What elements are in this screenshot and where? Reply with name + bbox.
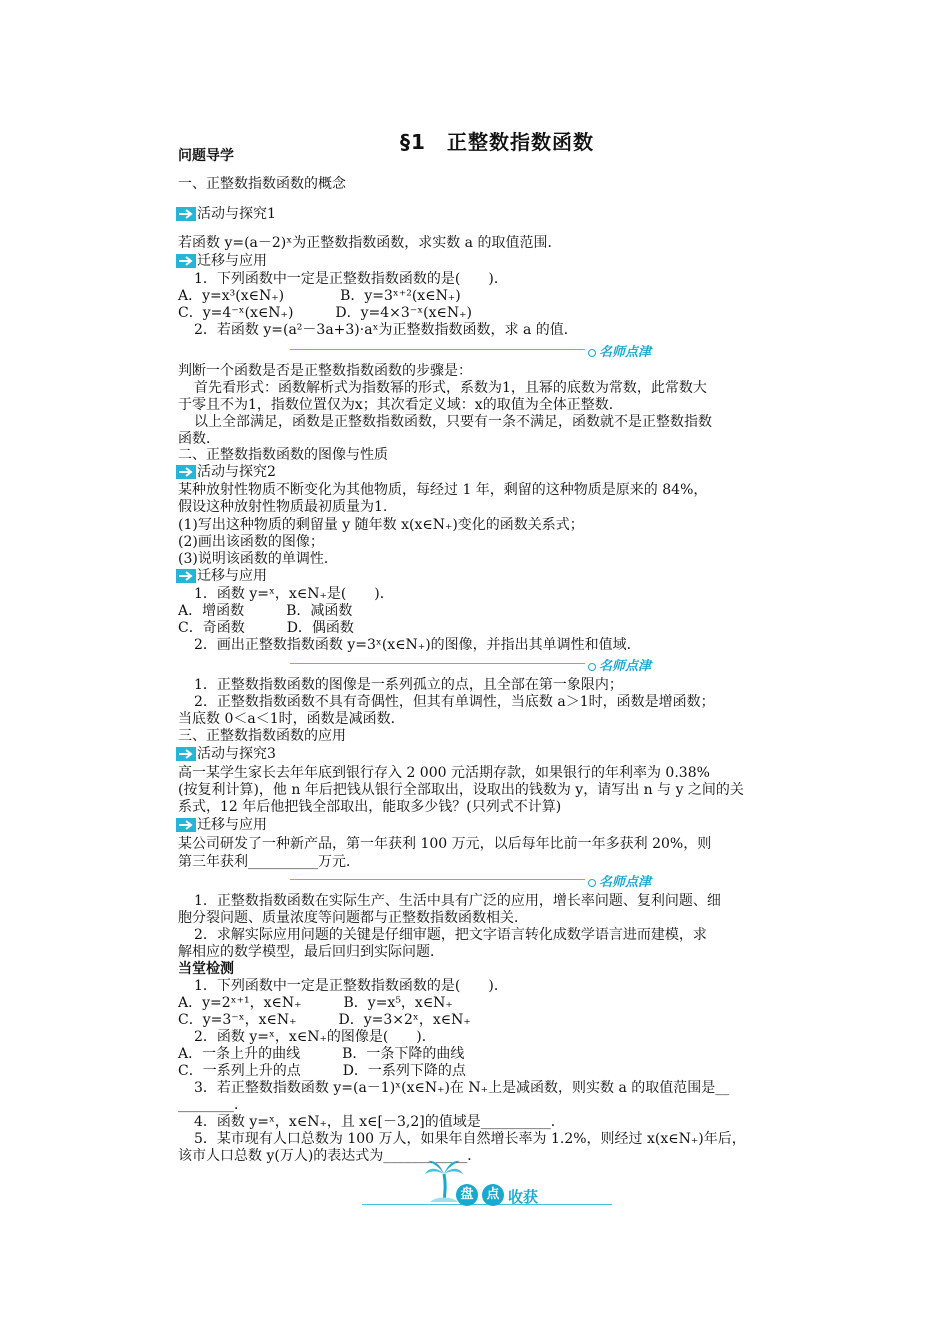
transfer2-question1-options-ab: A．增函数 B．减函数 — [178, 603, 353, 619]
tip1-line3: 于零且不为1，指数位置仅为x；其次看定义域：x的取值为全体正整数． — [178, 397, 623, 413]
transfer1-question2: 2．若函数 y=(a²－3a+3)·aˣ为正整数指数函数，求 a 的值． — [194, 322, 578, 338]
part1-heading: 一、正整数指数函数的概念 — [178, 176, 346, 192]
activity2-line1: 某种放射性物质不断变化为其他物质，每经过 1 年，剩留的这种物质是原来的 84%， — [178, 482, 708, 498]
transfer3-line2: 第三年获利__________万元． — [178, 854, 360, 870]
summary-badge-2: 点 — [482, 1184, 504, 1206]
tip2-line2: 2．正整数指数函数不具有奇偶性，但其有单调性，当底数 a＞1时，函数是增函数； — [194, 694, 715, 710]
transfer1-question1: 1．下列函数中一定是正整数指数函数的是( )． — [194, 271, 508, 287]
tip2-line3: 当底数 0＜a＜1时，函数是减函数． — [178, 711, 405, 727]
summary-label: 收获 — [508, 1188, 539, 1206]
transfer3-line1: 某公司研发了一种新产品，第一年获利 100 万元，以后每年比前一年多获利 20%，则 — [178, 836, 712, 852]
tip1-line4: 以上全部满足，函数是正整数指数函数，只要有一条不满足，函数就不是正整数指数 — [194, 414, 712, 430]
part2-heading: 二、正整数指数函数的图像与性质 — [178, 447, 388, 463]
tip3-line2: 胞分裂问题、质量浓度等问题都与正整数指数函数相关． — [178, 910, 528, 926]
summary-badge-1: 盘 — [456, 1184, 478, 1206]
arrow-icon — [176, 569, 196, 583]
tip1-line1: 判断一个函数是否是正整数指数函数的步骤是： — [178, 363, 472, 379]
activity2-line4: (2)画出该函数的图像； — [178, 534, 324, 550]
tip-divider-1 — [290, 341, 702, 361]
transfer1-label: 迁移与应用 — [197, 253, 267, 269]
check-question5-line2: 该市人口总数 y(万人)的表达式为____________． — [178, 1148, 482, 1164]
check-question2-options-cd: C．一系列上升的点 D．一系列下降的点 — [178, 1063, 466, 1079]
activity2-label: 活动与探究2 — [197, 464, 276, 480]
check-question1-options-cd: C．y=3⁻ˣ，x∈N₊ D．y=3×2ˣ，x∈N₊ — [178, 1012, 471, 1028]
check-question5-line1: 5．某市现有人口总数为 100 万人，如果年自然增长率为 1.2%，则经过 x(x∈N₊)年后， — [194, 1131, 746, 1147]
transfer2-question1: 1．函数 y=ˣ，x∈N₊是( )． — [194, 586, 394, 602]
tip1-line2: 首先看形式：函数解析式为指数幂的形式，系数为1，且幂的底数为常数，此常数大 — [194, 380, 707, 396]
section-check-heading: 当堂检测 — [178, 961, 234, 977]
transfer1-question1-options-ab: A．y=x³(x∈N₊) B．y=3ˣ⁺²(x∈N₊) — [178, 288, 461, 304]
tip3-line4: 解相应的数学模型，最后回归到实际问题． — [178, 944, 444, 960]
transfer2-question1-options-cd: C．奇函数 D．偶函数 — [178, 620, 354, 636]
arrow-icon — [176, 207, 196, 221]
activity3-line2: (按复利计算)，他 n 年后把钱从银行全部取出，设取出的钱数为 y，请写出 n 与 y 之间的关 — [178, 782, 744, 798]
arrow-icon — [176, 465, 196, 479]
activity3-line3: 系式，12 年后他把钱全部取出，能取多少钱？(只列式不计算) — [178, 799, 562, 815]
arrow-icon — [176, 818, 196, 832]
activity3-line1: 高一某学生家长去年年底到银行存入 2 000 元活期存款，如果银行的年利率为 0.38% — [178, 765, 710, 781]
check-question1: 1．下列函数中一定是正整数指数函数的是( )． — [194, 978, 508, 994]
part3-heading: 三、正整数指数函数的应用 — [178, 728, 346, 744]
check-question1-options-ab: A．y=2ˣ⁺¹，x∈N₊ B．y=x⁵，x∈N₊ — [178, 995, 453, 1011]
tip-label-2: 名师点津 — [588, 655, 651, 674]
activity1-text: 若函数 y=(a－2)ˣ为正整数指数函数，求实数 a 的取值范围． — [178, 235, 562, 251]
transfer2-question2: 2．画出正整数指数函数 y=3ˣ(x∈N₊)的图像，并指出其单调性和值域． — [194, 637, 641, 653]
transfer2-label: 迁移与应用 — [197, 568, 267, 584]
activity3-label: 活动与探究3 — [197, 746, 276, 762]
arrow-icon — [176, 747, 196, 761]
arrow-icon — [176, 254, 196, 268]
activity2-line5: (3)说明该函数的单调性． — [178, 551, 338, 567]
circle-icon — [588, 663, 596, 671]
check-question2: 2．函数 y=ˣ，x∈N₊的图像是( )． — [194, 1029, 436, 1045]
activity1-label: 活动与探究1 — [197, 206, 276, 222]
tip-label-1: 名师点津 — [588, 341, 651, 360]
tip1-line5: 函数． — [178, 431, 220, 447]
page-title: §1 正整数指数函数 — [400, 130, 594, 154]
check-question3-line2: ________． — [178, 1097, 248, 1113]
check-question2-options-ab: A．一条上升的曲线 B．一条下降的曲线 — [178, 1046, 465, 1062]
tip3-line3: 2．求解实际应用问题的关键是仔细审题，把文字语言转化成数学语言进而建模，求 — [194, 927, 707, 943]
tip3-line1: 1．正整数指数函数在实际生产、生活中具有广泛的应用，增长率问题、复利问题、细 — [194, 893, 721, 909]
check-question4: 4．函数 y=ˣ，x∈N₊，且 x∈[－3,2]的值域是__________． — [194, 1114, 565, 1130]
tip-divider-2 — [290, 655, 702, 675]
check-question3-line1: 3．若正整数指数函数 y=(a－1)ˣ(x∈N₊)在 N₊上是减函数，则实数 a 的取值范围是__ — [194, 1080, 730, 1096]
tip2-line1: 1．正整数指数函数的图像是一系列孤立的点，且全部在第一象限内； — [194, 677, 623, 693]
circle-icon — [588, 349, 596, 357]
tip-divider-3 — [290, 871, 702, 891]
tip-label-3: 名师点津 — [588, 871, 651, 890]
activity2-line3: (1)写出这种物质的剩留量 y 随年数 x(x∈N₊)变化的函数关系式； — [178, 517, 584, 533]
summary-banner — [362, 1156, 612, 1212]
activity2-line2: 假设这种放射性物质最初质量为1. — [178, 499, 388, 515]
transfer1-question1-options-cd: C．y=4⁻ˣ(x∈N₊) D．y=4×3⁻ˣ(x∈N₊) — [178, 305, 472, 321]
circle-icon — [588, 879, 596, 887]
section-guide-heading: 问题导学 — [178, 148, 234, 164]
transfer3-label: 迁移与应用 — [197, 817, 267, 833]
